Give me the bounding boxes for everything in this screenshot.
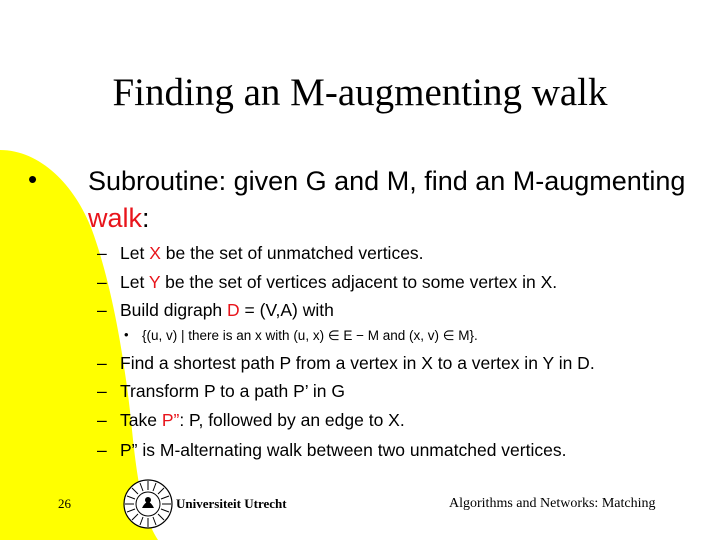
- course-title: Algorithms and Networks: Matching: [449, 496, 656, 511]
- list-item-text: Let X be the set of unmatched vertices.: [120, 243, 424, 263]
- list-item-text: Find a shortest path P from a vertex in X to a vertex in Y in D.: [120, 353, 595, 373]
- list-item-text: Build digraph D = (V,A) with: [120, 300, 334, 320]
- sub-bullet-symbol: •: [124, 327, 129, 342]
- list-dash: –: [97, 300, 107, 320]
- list-dash: –: [97, 353, 107, 373]
- main-bullet-text-before: Subroutine: given G and M, find an M-augmenting: [88, 166, 686, 196]
- list-dash: –: [97, 272, 107, 292]
- main-bullet-highlight: walk: [88, 203, 143, 233]
- list-item-text: Transform P to a path P’ in G: [120, 381, 346, 401]
- list-item-text: P” is M-alternating walk between two unmatched vertices.: [120, 440, 567, 460]
- list-dash: –: [97, 243, 107, 263]
- university-name: Universiteit Utrecht: [176, 496, 287, 511]
- slide-title: Finding an M-augmenting walk: [112, 71, 608, 114]
- main-bullet-text: [88, 163, 688, 237]
- main-bullet-text-after: :: [142, 203, 150, 233]
- list-dash: –: [97, 410, 107, 430]
- list-dash: –: [97, 440, 107, 460]
- list-item-text: Let Y be the set of vertices adjacent to some vertex in X.: [120, 272, 558, 292]
- list-dash: –: [97, 381, 107, 401]
- list-item-text: Take P”: P, followed by an edge to X.: [120, 410, 405, 430]
- main-bullet-symbol: •: [28, 164, 38, 194]
- set-definition: {(u, v) | there is an x with (u, x) ∈ E − M and (x, v) ∈ M}.: [142, 328, 478, 343]
- university-seal-icon: [122, 478, 174, 530]
- slide-number: 26: [58, 496, 71, 511]
